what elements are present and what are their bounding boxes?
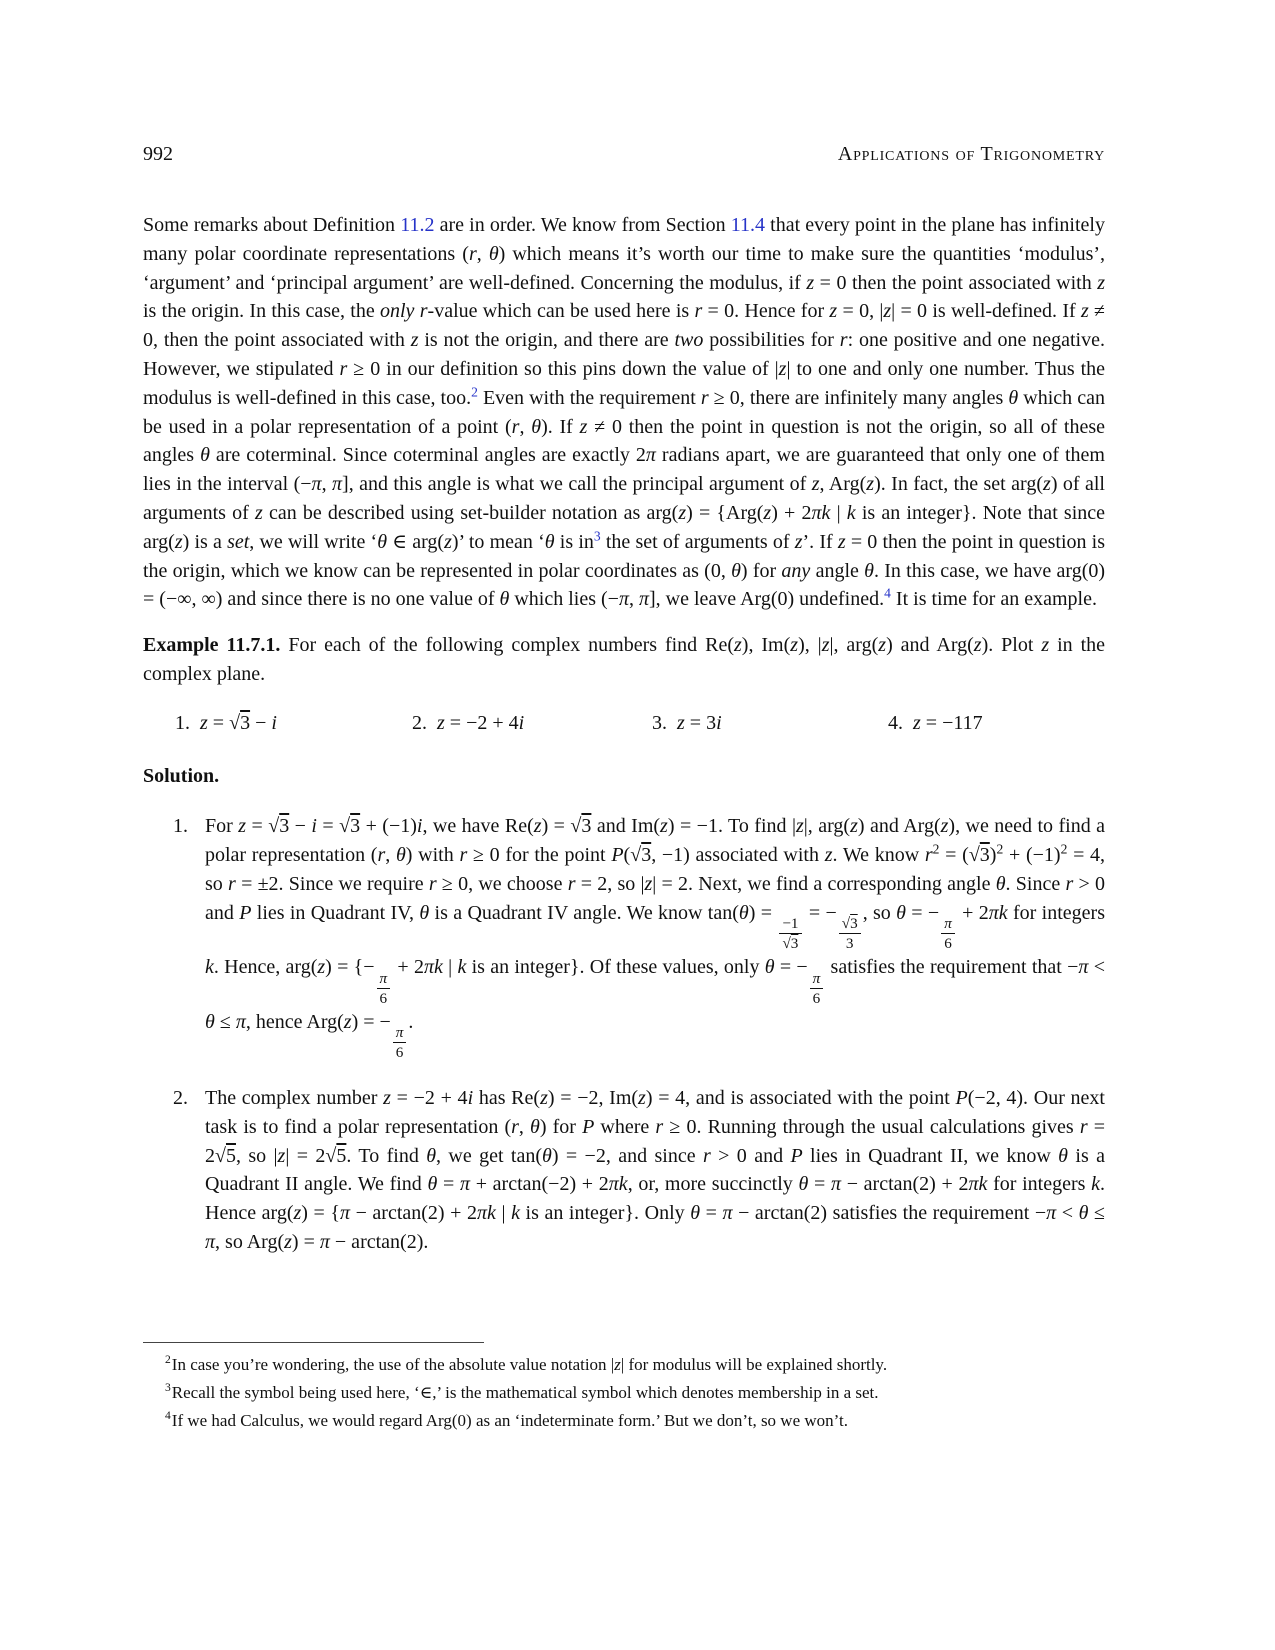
item-math: z = −2 + 4i [437,711,525,734]
item-math: z = −117 [913,711,983,734]
page-number: 992 [143,143,173,165]
solution-steps [143,812,1105,1256]
example-items [143,709,1105,738]
solution-step-2 [143,1084,1105,1257]
solution-step-1 [143,812,1105,1062]
example-item-4 [888,709,1105,738]
item-math: z = 3i [677,711,722,734]
footnote-mark: 2 [165,1353,171,1367]
footnote-2 [143,1351,1105,1379]
solution-label: Solution. [143,764,220,787]
running-title: Applications of Trigonometry [837,143,1105,165]
item-number: 1. [175,711,190,734]
item-number: 3. [652,711,667,734]
footnote-text: In case you’re wondering, the use of the absolute value notation |z| for modulus will be explained shortly. [171,1355,888,1374]
footnote-mark: 4 [165,1409,171,1423]
page-header [143,143,1105,166]
footnote-text: If we had Calculus, we would regard Arg(0) as an ‘indeterminate form.’ But we don’t, so we won’t. [171,1411,848,1430]
intro-paragraph: Some remarks about Definition 11.2 are in order. We know from Section 11.4 that every point in the plane has infinitely many polar coordinate representations (r, θ) which means it’s worth our time to make sure the quantities ‘modulus’, ‘argument’ and ‘principal argument’ are well-defined. Concerning the modulus, if z = 0 then the point associated with z is the origin. In this case, the only r-value which can be used here is r = 0. Hence for z = 0, |z| = 0 is well-defined. If z ≠ 0, then the point associated with z is not the origin, and there are two possibilities for r: one positive and one negative. However, we stipulated r ≥ 0 in our definition so this pins down the value of |z| to one and only one number. Thus the modulus is well-defined in this case, too.$^2$ Even with the requirement r ≥ 0, there are infinitely many angles θ which can be used in a polar representation of a point (r, θ). If z ≠ 0 then the point in question is not the origin, so all of these angles θ are coterminal. Since coterminal angles are exactly 2π radians apart, we are guaranteed that only one of them lies in the interval (−π, π], and this angle is what we call the principal argument of z, Arg(z). In fact, the set arg(z) of all arguments of z can be described using set-builder notation as arg(z) = {Arg(z) + 2πk | k is an integer}. Note that since arg(z) is a set, we will write ‘θ ∈ arg(z)’ to mean ‘θ is in$^3$ the set of arguments of z’. If z = 0 then the point in question is the origin, which we know can be represented in polar coordinates as (0, θ) for any angle θ. In this case, we have arg(0) = (−∞, ∞) and since there is no one value of θ which lies (−π, π], we leave Arg(0) undefined.$^4$ It is time for an example. [143,214,1106,611]
example-item-1 [175,709,412,738]
example-paragraph [143,631,1105,689]
footnote-text: Recall the symbol being used here, ‘∈,’ is the mathematical symbol which denotes membership in a set. [171,1383,879,1402]
example-item-3 [652,709,888,738]
footnote-mark: 3 [165,1381,171,1395]
footnote-ref-3[interactable]: 3 [593,528,601,544]
item-number: 2. [412,711,427,734]
step-number: 2. [173,1087,188,1109]
footnotes-block [143,1342,1105,1435]
example-text: For each of the following complex numbers find Re(z), Im(z), |z|, arg(z) and Arg(z). Plot z in the complex plane. [143,634,1106,685]
step-number: 1. [173,815,188,838]
footnote-4 [143,1407,1105,1435]
step-text: For z = √3 − i = √3 + (−1)i, we have Re(z) = √3 and Im(z) = −1. To find |z|, arg(z) and Arg(z), we need to find a polar representation (r, θ) with r ≥ 0 for the point P(√3, −1) associated with z. We know $r^2 = (√3)^2 + (-1)^2 = 4$, so r = ±2. Since we require r ≥ 0, we choose r = 2, so |z| = 2. Next, we find a corresponding angle θ. Since r > 0 and P lies in Quadrant IV, θ is a Quadrant IV angle. We know tan(θ) = $\frac{-1}{√3}$ = − $\frac{√3}{3}$ , so θ = − $\frac{\pi}{6}$ + 2πk for integers k. Hence, arg(z) = {− $\frac{\pi}{6}$ + 2πk | k is an integer}. Of these values, only θ = − $\frac{\pi}{6}$ satisfies the requirement that −π < θ ≤ π, hence Arg(z) = − $\frac{\pi}{6}$ . [205,815,1106,1061]
item-number: 4. [888,711,903,734]
section-link-11-2[interactable]: 11.2 [400,214,435,236]
footnote-rule [143,1342,484,1343]
example-item-2 [412,709,652,738]
footnote-ref-4[interactable]: 4 [884,585,891,601]
footnote-ref-2[interactable]: 2 [471,384,478,400]
section-link-11-4[interactable]: 11.4 [730,214,766,236]
page-content [143,211,1105,1279]
footnote-3 [143,1379,1105,1407]
item-math: z = √3 − i [200,711,277,734]
example-label: Example 11.7.1. [143,634,281,657]
step-text: The complex number z = −2 + 4i has Re(z) = −2, Im(z) = 4, and is associated with the point P(−2, 4). Our next task is to find a polar representation (r, θ) for P where r ≥ 0. Running through the usual calculations gives r = 2√5, so |z| = 2√5. To find θ, we get tan(θ) = −2, and since r > 0 and P lies in Quadrant II, we know θ is a Quadrant II angle. We find θ = π + arctan(−2) + 2πk, or, more succinctly θ = π − arctan(2) + 2πk for integers k. Hence arg(z) = {π − arctan(2) + 2πk | k is an integer}. Only θ = π − arctan(2) satisfies the requirement −π < θ ≤ π, so Arg(z) = π − arctan(2). [205,1087,1106,1253]
